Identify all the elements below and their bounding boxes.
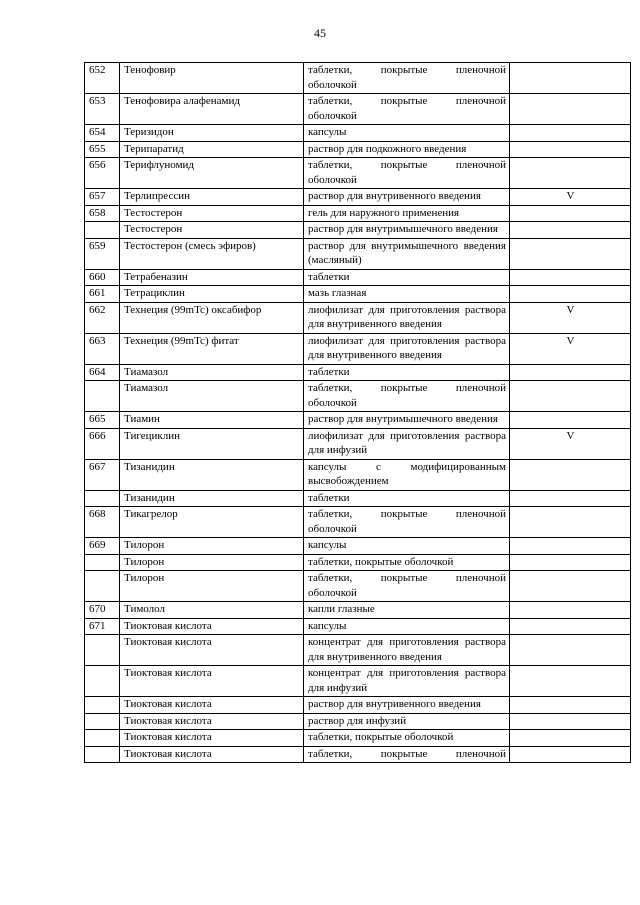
row-number-cell: 665 bbox=[85, 412, 120, 429]
table-row bbox=[85, 205, 631, 222]
table-row bbox=[85, 238, 631, 269]
drug-name-cell: Тиоктовая кислота bbox=[120, 713, 304, 730]
drug-table bbox=[84, 62, 631, 763]
row-number-cell: 664 bbox=[85, 364, 120, 381]
table-row bbox=[85, 428, 631, 459]
row-number-cell: 661 bbox=[85, 286, 120, 303]
row-number-cell: 658 bbox=[85, 205, 120, 222]
table-row bbox=[85, 666, 631, 697]
table-row bbox=[85, 538, 631, 555]
drug-name-cell: Тестостерон bbox=[120, 205, 304, 222]
row-number-cell: 667 bbox=[85, 459, 120, 490]
vital-mark-cell bbox=[510, 554, 631, 571]
dosage-form-cell: раствор для подкожного введения bbox=[304, 141, 510, 158]
vital-mark-cell bbox=[510, 713, 631, 730]
vital-mark-cell: V bbox=[510, 302, 631, 333]
drug-name-cell: Тикагрелор bbox=[120, 507, 304, 538]
dosage-form-cell: гель для наружного применения bbox=[304, 205, 510, 222]
row-number-cell bbox=[85, 571, 120, 602]
drug-name-cell: Тенофовира алафенамид bbox=[120, 94, 304, 125]
vital-mark-cell bbox=[510, 635, 631, 666]
row-number-cell: 657 bbox=[85, 189, 120, 206]
dosage-form-cell: раствор для внутримышечного введения bbox=[304, 412, 510, 429]
dosage-form-cell: раствор для внутривенного введения bbox=[304, 189, 510, 206]
drug-name-cell: Технеция (99mTc) оксабифор bbox=[120, 302, 304, 333]
dosage-form-cell: таблетки, покрытые оболочкой bbox=[304, 554, 510, 571]
dosage-form-cell: таблетки, покрытые пленочной оболочкой bbox=[304, 507, 510, 538]
table-row bbox=[85, 412, 631, 429]
vital-mark-cell bbox=[510, 222, 631, 239]
table-row bbox=[85, 302, 631, 333]
table-row bbox=[85, 269, 631, 286]
row-number-cell: 670 bbox=[85, 602, 120, 619]
row-number-cell: 652 bbox=[85, 63, 120, 94]
drug-table-body bbox=[85, 63, 631, 763]
row-number-cell: 654 bbox=[85, 125, 120, 142]
table-row bbox=[85, 635, 631, 666]
drug-name-cell: Тиамазол bbox=[120, 364, 304, 381]
table-row bbox=[85, 94, 631, 125]
vital-mark-cell bbox=[510, 507, 631, 538]
vital-mark-cell bbox=[510, 286, 631, 303]
vital-mark-cell bbox=[510, 602, 631, 619]
table-row bbox=[85, 189, 631, 206]
drug-name-cell: Терипаратид bbox=[120, 141, 304, 158]
row-number-cell bbox=[85, 490, 120, 507]
row-number-cell bbox=[85, 635, 120, 666]
table-row bbox=[85, 125, 631, 142]
drug-name-cell: Тестостерон bbox=[120, 222, 304, 239]
drug-name-cell: Тенофовир bbox=[120, 63, 304, 94]
row-number-cell: 660 bbox=[85, 269, 120, 286]
vital-mark-cell bbox=[510, 158, 631, 189]
table-row bbox=[85, 746, 631, 763]
dosage-form-cell: лиофилизат для приготовления раствора для внутривенного введения bbox=[304, 333, 510, 364]
row-number-cell: 662 bbox=[85, 302, 120, 333]
dosage-form-cell: капсулы bbox=[304, 538, 510, 555]
drug-name-cell: Тигециклин bbox=[120, 428, 304, 459]
drug-name-cell: Тилорон bbox=[120, 538, 304, 555]
drug-name-cell: Тиоктовая кислота bbox=[120, 635, 304, 666]
table-row bbox=[85, 158, 631, 189]
row-number-cell bbox=[85, 666, 120, 697]
vital-mark-cell bbox=[510, 125, 631, 142]
dosage-form-cell: концентрат для приготовления раствора для внутривенного введения bbox=[304, 635, 510, 666]
table-row bbox=[85, 713, 631, 730]
table-row bbox=[85, 697, 631, 714]
drug-name-cell: Тетрациклин bbox=[120, 286, 304, 303]
row-number-cell: 666 bbox=[85, 428, 120, 459]
drug-name-cell: Тиоктовая кислота bbox=[120, 746, 304, 763]
vital-mark-cell bbox=[510, 538, 631, 555]
drug-name-cell: Технеция (99mTc) фитат bbox=[120, 333, 304, 364]
drug-name-cell: Тизанидин bbox=[120, 490, 304, 507]
dosage-form-cell: таблетки, покрытые оболочкой bbox=[304, 730, 510, 747]
vital-mark-cell bbox=[510, 364, 631, 381]
dosage-form-cell: таблетки, покрытые пленочной оболочкой bbox=[304, 571, 510, 602]
drug-name-cell: Тетрабеназин bbox=[120, 269, 304, 286]
drug-name-cell: Тиамазол bbox=[120, 381, 304, 412]
drug-name-cell: Тестостерон (смесь эфиров) bbox=[120, 238, 304, 269]
table-row bbox=[85, 364, 631, 381]
table-row bbox=[85, 730, 631, 747]
vital-mark-cell bbox=[510, 746, 631, 763]
row-number-cell: 656 bbox=[85, 158, 120, 189]
table-row bbox=[85, 63, 631, 94]
dosage-form-cell: таблетки bbox=[304, 364, 510, 381]
dosage-form-cell: таблетки bbox=[304, 490, 510, 507]
dosage-form-cell: капсулы bbox=[304, 125, 510, 142]
row-number-cell: 663 bbox=[85, 333, 120, 364]
row-number-cell: 655 bbox=[85, 141, 120, 158]
row-number-cell bbox=[85, 746, 120, 763]
vital-mark-cell bbox=[510, 205, 631, 222]
row-number-cell bbox=[85, 697, 120, 714]
vital-mark-cell bbox=[510, 697, 631, 714]
dosage-form-cell: раствор для инфузий bbox=[304, 713, 510, 730]
vital-mark-cell bbox=[510, 238, 631, 269]
vital-mark-cell bbox=[510, 63, 631, 94]
row-number-cell: 659 bbox=[85, 238, 120, 269]
row-number-cell bbox=[85, 222, 120, 239]
vital-mark-cell: V bbox=[510, 428, 631, 459]
vital-mark-cell bbox=[510, 94, 631, 125]
vital-mark-cell bbox=[510, 459, 631, 490]
row-number-cell bbox=[85, 381, 120, 412]
page-number: 45 bbox=[314, 26, 326, 40]
dosage-form-cell: таблетки, покрытые пленочной оболочкой bbox=[304, 94, 510, 125]
row-number-cell bbox=[85, 713, 120, 730]
dosage-form-cell: таблетки bbox=[304, 269, 510, 286]
table-row bbox=[85, 554, 631, 571]
drug-name-cell: Теризидон bbox=[120, 125, 304, 142]
vital-mark-cell bbox=[510, 381, 631, 412]
table-row bbox=[85, 507, 631, 538]
table-row bbox=[85, 141, 631, 158]
drug-name-cell: Тилорон bbox=[120, 571, 304, 602]
drug-name-cell: Тимолол bbox=[120, 602, 304, 619]
dosage-form-cell: лиофилизат для приготовления раствора для внутривенного введения bbox=[304, 302, 510, 333]
dosage-form-cell: лиофилизат для приготовления раствора для инфузий bbox=[304, 428, 510, 459]
vital-mark-cell: V bbox=[510, 189, 631, 206]
dosage-form-cell: мазь глазная bbox=[304, 286, 510, 303]
drug-name-cell: Тиоктовая кислота bbox=[120, 697, 304, 714]
row-number-cell: 671 bbox=[85, 618, 120, 635]
table-row bbox=[85, 618, 631, 635]
vital-mark-cell bbox=[510, 618, 631, 635]
drug-name-cell: Тиоктовая кислота bbox=[120, 618, 304, 635]
table-row bbox=[85, 333, 631, 364]
row-number-cell bbox=[85, 554, 120, 571]
row-number-cell: 669 bbox=[85, 538, 120, 555]
vital-mark-cell bbox=[510, 571, 631, 602]
dosage-form-cell: капсулы bbox=[304, 618, 510, 635]
dosage-form-cell: раствор для внутримышечного введения (масляный) bbox=[304, 238, 510, 269]
dosage-form-cell: таблетки, покрытые пленочной bbox=[304, 746, 510, 763]
vital-mark-cell: V bbox=[510, 333, 631, 364]
drug-name-cell: Тизанидин bbox=[120, 459, 304, 490]
dosage-form-cell: таблетки, покрытые пленочной оболочкой bbox=[304, 381, 510, 412]
table-row bbox=[85, 602, 631, 619]
dosage-form-cell: капли глазные bbox=[304, 602, 510, 619]
dosage-form-cell: таблетки, покрытые пленочной оболочкой bbox=[304, 63, 510, 94]
drug-name-cell: Терифлуномид bbox=[120, 158, 304, 189]
vital-mark-cell bbox=[510, 412, 631, 429]
drug-name-cell: Тилорон bbox=[120, 554, 304, 571]
vital-mark-cell bbox=[510, 730, 631, 747]
drug-name-cell: Тиоктовая кислота bbox=[120, 730, 304, 747]
row-number-cell bbox=[85, 730, 120, 747]
vital-mark-cell bbox=[510, 666, 631, 697]
table-row bbox=[85, 381, 631, 412]
row-number-cell: 653 bbox=[85, 94, 120, 125]
dosage-form-cell: раствор для внутривенного введения bbox=[304, 697, 510, 714]
vital-mark-cell bbox=[510, 141, 631, 158]
drug-name-cell: Тиоктовая кислота bbox=[120, 666, 304, 697]
drug-name-cell: Терлипрессин bbox=[120, 189, 304, 206]
vital-mark-cell bbox=[510, 269, 631, 286]
dosage-form-cell: таблетки, покрытые пленочной оболочкой bbox=[304, 158, 510, 189]
table-row bbox=[85, 286, 631, 303]
drug-name-cell: Тиамин bbox=[120, 412, 304, 429]
table-row bbox=[85, 490, 631, 507]
table-row bbox=[85, 459, 631, 490]
table-row bbox=[85, 222, 631, 239]
dosage-form-cell: капсулы с модифицированным высвобождением bbox=[304, 459, 510, 490]
dosage-form-cell: концентрат для приготовления раствора для инфузий bbox=[304, 666, 510, 697]
table-row bbox=[85, 571, 631, 602]
row-number-cell: 668 bbox=[85, 507, 120, 538]
dosage-form-cell: раствор для внутримышечного введения bbox=[304, 222, 510, 239]
vital-mark-cell bbox=[510, 490, 631, 507]
